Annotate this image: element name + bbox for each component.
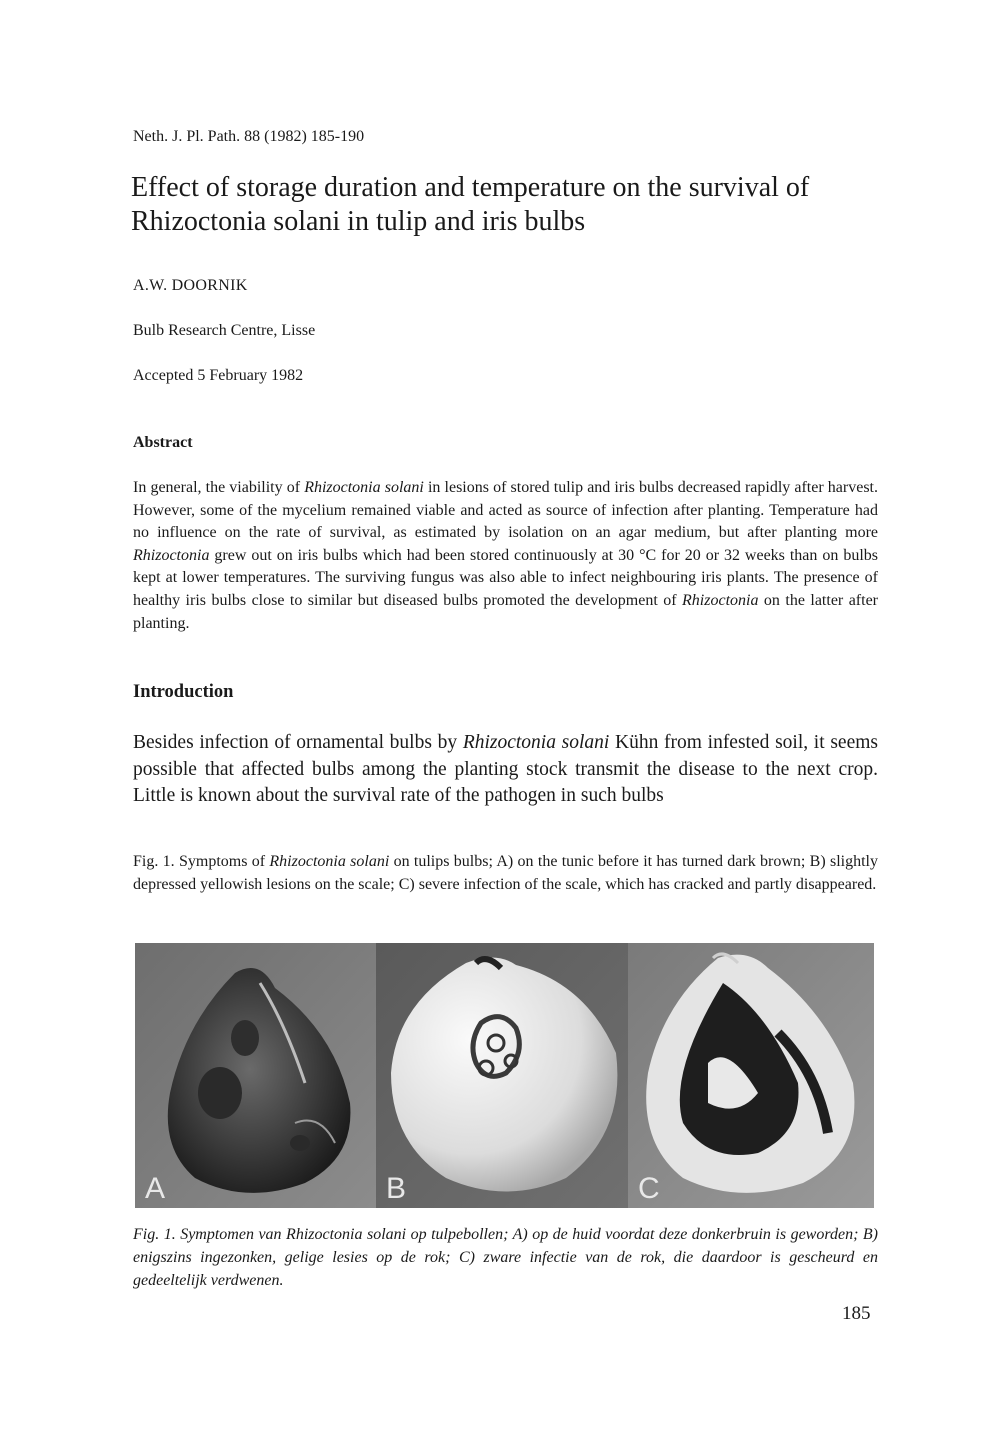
caption-part: on tulips bulbs; A) on the tunic before it has turned dark brown; B) slightly depressed yellowish lesions on the scale; C) severe infection of the scale, which has cracked and partly disappeared.	[133, 853, 878, 893]
intro-part: Besides infection of ornamental bulbs by	[133, 732, 463, 753]
figure-panel-a	[135, 943, 376, 1208]
author: A.W. DOORNIK	[133, 277, 248, 294]
panel-label-b: B	[386, 1172, 407, 1205]
caption-part: Fig. 1. Symptoms of	[133, 853, 270, 870]
panel-label-a: A	[145, 1172, 166, 1205]
journal-reference: Neth. J. Pl. Path. 88 (1982) 185-190	[133, 128, 365, 145]
intro-part: Kühn from infested soil, it seems possible that affected bulbs among the planting stock transmit the disease to the next crop. Little is known about the survival rate of the pathogen in such bulbs	[133, 732, 878, 806]
tulip-bulb-c-image	[628, 943, 874, 1208]
figure-caption-dutch: Fig. 1. Symptomen van Rhizoctonia solani op tulpebollen; A) op de huid voordat deze donkerbruin is geworden; B) enigszins ingezonken, gelige lesies op de rok; C) zware infectie van de rok, die daardoor is gescheurd en gedeeltelijk verdwenen.	[133, 1226, 878, 1289]
abstract-text	[133, 477, 878, 635]
abstract-genus: Rhizoctonia	[133, 546, 210, 564]
caption-species: Rhizoctonia solani	[269, 853, 390, 870]
abstract-heading: Abstract	[133, 434, 193, 451]
page-number: 185	[842, 1303, 871, 1324]
intro-species: Rhizoctonia solani	[462, 732, 610, 753]
panel-label-c: C	[638, 1172, 660, 1205]
figure-panel-b	[376, 943, 628, 1208]
abstract-part: in lesions of stored tulip and iris bulbs decreased rapidly after harvest. However, some of the mycelium remained viable and acted as source of infection after planting. Temperature had no influence on the rate of survival, as estimated by isolation on an agar medium, but after planting more	[133, 479, 879, 542]
figure-panel-c	[628, 943, 874, 1208]
figure-caption	[133, 850, 878, 896]
figure-photo	[135, 943, 874, 1208]
tulip-bulb-b-image	[376, 943, 628, 1208]
abstract-part: In general, the viability of	[133, 479, 305, 496]
introduction-text	[133, 730, 878, 810]
abstract-part: grew out on iris bulbs which had been stored continuously at 30 °C for 20 or 32 weeks than on bulbs kept at lower temperatures. The surviving fungus was also able to infect neighbouring iris plants. The presence of healthy iris bulbs close to similar but diseased bulbs promoted the development of	[133, 546, 878, 609]
affiliation: Bulb Research Centre, Lisse	[133, 322, 316, 339]
abstract-part: on the latter after planting.	[133, 591, 879, 632]
tulip-bulb-a-image	[135, 943, 376, 1208]
abstract-species: Rhizoctonia solani	[304, 479, 424, 496]
abstract-genus: Rhizoctonia	[682, 591, 759, 609]
article-title: Effect of storage duration and temperature on the survival of Rhizoctonia solani in tulip and iris bulbs	[131, 172, 810, 237]
introduction-heading: Introduction	[133, 682, 234, 702]
accepted-date: Accepted 5 February 1982	[133, 367, 304, 384]
